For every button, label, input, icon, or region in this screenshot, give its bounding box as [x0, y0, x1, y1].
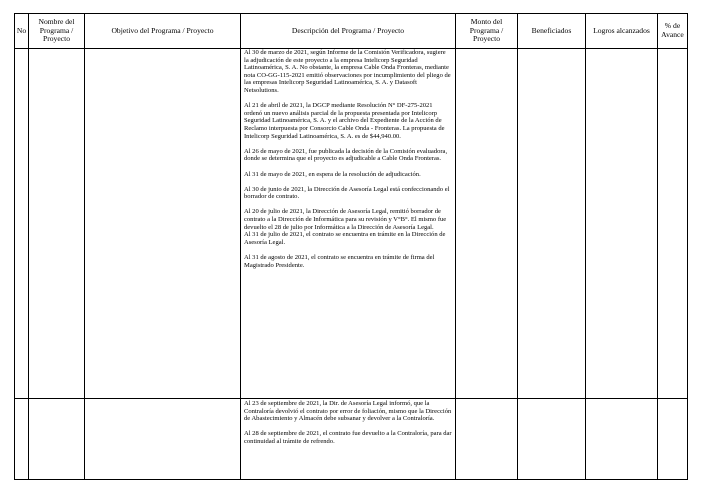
- cell-nombre: [29, 49, 85, 399]
- header-avance: % de Avance: [658, 14, 688, 49]
- cell-logros: [586, 49, 658, 399]
- description-paragraph: Al 26 de mayo de 2021, fue publicada la decisión de la Comisión evaluadora, donde se determina que el proyecto es adjudicable a Cable Onda Fronteras.: [244, 147, 448, 163]
- description-paragraph: Al 31 de agosto de 2021, el contrato se encuentra en trámite de firma del Magistrado Presidente.: [244, 254, 435, 269]
- table-row: [15, 49, 688, 399]
- cell-no: [15, 399, 29, 480]
- cell-descripcion: [241, 399, 456, 480]
- cell-nombre: [29, 399, 85, 480]
- header-no: No: [15, 14, 29, 49]
- description-paragraph: Al 31 de mayo de 2021, en espera de la resolución de adjudicación.: [244, 170, 421, 178]
- header-logros: Logros alcanzados: [586, 14, 658, 49]
- header-descripcion: Descripción del Programa / Proyecto: [241, 14, 456, 49]
- description-paragraph: Al 23 de septiembre de 2021, la Dir. de Asesoría Legal informó, que la Contraloría devolvió el contrato por error de foliación, mismo que la Dirección de Abastecimiento y Almacén debe subsanar y devolver a la Contraloría.: [244, 400, 452, 423]
- cell-monto: [456, 399, 518, 480]
- description-paragraph: Al 20 de julio de 2021, la Dirección de Asesoría Legal, remitió borrador de contrato a la Dirección de Informática para su revisión y V°B°. El mismo fue devuelto el 28 de julio por Informática a la Dirección de Asesoría Legal.: [244, 208, 447, 231]
- cell-avance: [658, 49, 688, 399]
- description-paragraph: Al 28 de septiembre de 2021, el contrato fue devuelto a la Contraloría, para dar continuidad al trámite de refrendo.: [244, 430, 452, 445]
- cell-descripcion: [241, 49, 456, 399]
- cell-logros: [586, 399, 658, 480]
- header-objetivo: Objetivo del Programa / Proyecto: [85, 14, 241, 49]
- description-paragraph: Al 30 de junio de 2021, la Dirección de Asesoría Legal está confeccionando el borrador de contrato.: [244, 185, 450, 201]
- header-row: [15, 14, 688, 49]
- program-table: [14, 13, 688, 480]
- header-nombre: Nombre del Programa / Proyecto: [29, 14, 85, 49]
- description-paragraph: Al 21 de abril de 2021, la DGCP mediante Resolución N° DF-275-2021 ordenó un nuevo análisis parcial de la propuesta presentada por Intelicorp Seguridad Latinoamérica, S. A. y el archivo del Expediente de la Acción de Reclamo interpuesta por Consorcio Cable Onda - Fronteras. La propuesta de Intelicorp Seguridad Latinoamérica, S. A. es de $44,940.00.: [244, 102, 445, 140]
- description-paragraph: Al 31 de julio de 2021, el contrato se encuentra en trámite en la Dirección de Asesoría Legal.: [244, 231, 446, 246]
- header-beneficiados: Beneficiados: [518, 14, 586, 49]
- cell-beneficiados: [518, 399, 586, 480]
- table-row: [15, 399, 688, 480]
- cell-no: [15, 49, 29, 399]
- header-monto: Monto del Programa / Proyecto: [456, 14, 518, 49]
- cell-objetivo: [85, 399, 241, 480]
- cell-monto: [456, 49, 518, 399]
- description-paragraph: Al 30 de marzo de 2021, según Informe de la Comisión Verificadora, sugiere la adjudicación de este proyecto a la empresa Intelicorp Seguridad Latinoamérica, S. A. No obstante, la empresa Cable Onda Fronteras, mediante nota CO-GG-115-2021 emitió observaciones por incumplimiento del pliego de las empresas Intelicorp Seguridad Latinoamérica, S. A. y Datasoft Netsolutions.: [244, 49, 451, 94]
- cell-beneficiados: [518, 49, 586, 399]
- cell-avance: [658, 399, 688, 480]
- cell-objetivo: [85, 49, 241, 399]
